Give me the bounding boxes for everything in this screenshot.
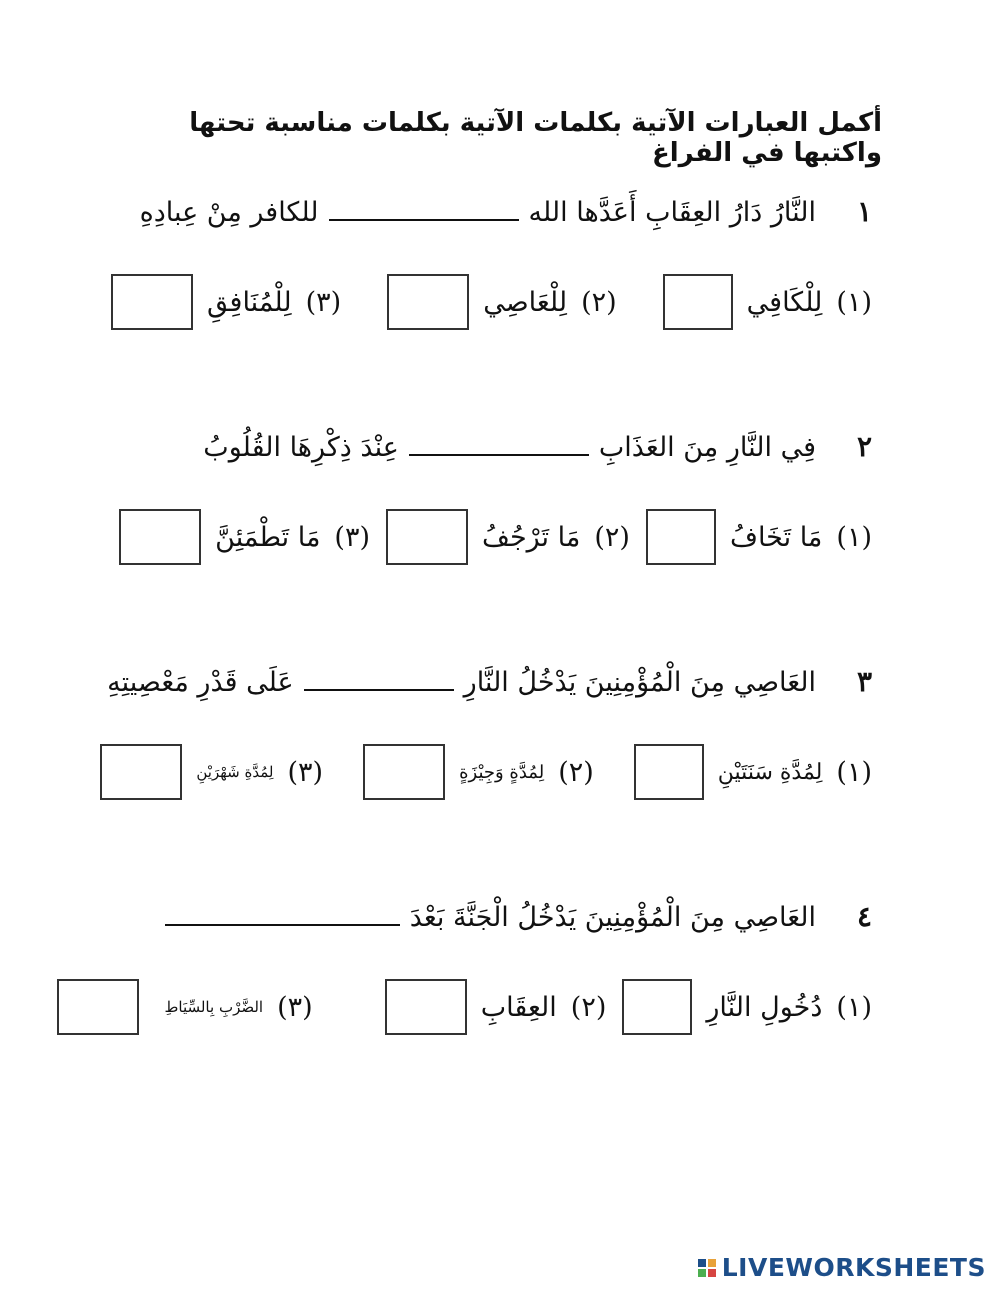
option-1 (634, 744, 872, 800)
question-number: ٢ (856, 430, 872, 463)
option-2 (386, 509, 630, 565)
answer-box[interactable] (663, 274, 733, 330)
question-line (132, 430, 872, 463)
answer-box[interactable] (385, 979, 467, 1035)
option-2 (385, 979, 607, 1035)
worksheet-title: أكمل العبارات الآتية بكلمات الآتية بكلمات مناسبة تحتها واكتبها في الفراغ (189, 108, 882, 168)
question-text-before: النَّارُ دَارُ العِقَابِ أَعَدَّها الله (528, 197, 816, 228)
option-3 (57, 979, 313, 1035)
answer-box[interactable] (386, 509, 468, 565)
option-number: (٢) (594, 521, 630, 553)
option-text: لِلْمُنَافِقِ (207, 286, 292, 318)
question-line (107, 665, 872, 698)
option-text: دُخُولِ النَّارِ (706, 991, 823, 1023)
option-number: (٣) (305, 286, 342, 318)
liveworksheets-logo (698, 1253, 986, 1282)
option-number: (٢) (558, 756, 594, 788)
option-2 (363, 744, 594, 800)
answer-box[interactable] (57, 979, 139, 1035)
option-1 (622, 979, 872, 1035)
option-2 (387, 274, 616, 330)
option-text: لِمُدَّةِ شَهْرَيْنِ (196, 763, 274, 781)
option-text: لِلْعَاصِي (483, 286, 568, 318)
option-number: (٣) (277, 991, 313, 1023)
question-number: ١ (856, 195, 872, 228)
option-text: مَا تَطْمَئِنَّ (215, 521, 321, 553)
question-number: ٤ (856, 900, 872, 933)
option-text: مَا تَخَافُ (729, 521, 823, 553)
question-3 (107, 665, 872, 698)
options-row-1 (92, 272, 872, 332)
question-text-before: العَاصِي مِنَ الْمُؤْمِنِينَ يَدْخُلُ الْجَنَّةَ بَعْدَ (409, 902, 816, 933)
option-text: لِمُدَّةٍ وَجِيْزَةٍ (459, 761, 545, 783)
answer-box[interactable] (646, 509, 716, 565)
question-text-before: فِي النَّارِ مِنَ العَذَابِ (598, 432, 816, 463)
question-number: ٣ (856, 665, 872, 698)
answer-box[interactable] (634, 744, 704, 800)
options-row-3 (92, 742, 872, 802)
option-1 (646, 509, 872, 565)
option-number: (١) (836, 991, 872, 1023)
option-number: (١) (836, 521, 872, 553)
option-text: لِمُدَّةِ سَنَتَيْنِ (717, 759, 823, 785)
question-text-after: للكافر مِنْ عِبادِهِ (139, 197, 319, 228)
answer-box[interactable] (387, 274, 469, 330)
question-line (132, 195, 872, 228)
option-1 (663, 274, 872, 330)
question-2 (132, 430, 872, 463)
option-number: (٣) (287, 756, 324, 788)
answer-blank[interactable] (165, 920, 400, 926)
question-text-after: عِنْدَ ذِكْرِهَا القُلُوبُ (203, 432, 399, 463)
option-text: العِقَابِ (480, 991, 557, 1023)
question-text-before: العَاصِي مِنَ الْمُؤْمِنِينَ يَدْخُلُ النَّارِ (463, 667, 816, 698)
option-text: لِلْكَافِي (746, 286, 823, 318)
question-line (132, 900, 872, 933)
option-number: (١) (836, 756, 872, 788)
option-number: (١) (836, 286, 872, 318)
options-row-2 (92, 507, 872, 567)
answer-box[interactable] (100, 744, 182, 800)
brand-icon (698, 1259, 716, 1277)
answer-blank[interactable] (329, 215, 519, 221)
option-text: الضَّرْبِ بِالسِّيَاطِ (164, 998, 264, 1016)
answer-blank[interactable] (304, 685, 454, 691)
option-number: (٢) (581, 286, 617, 318)
option-3 (100, 744, 323, 800)
question-4 (132, 900, 872, 933)
answer-box[interactable] (119, 509, 201, 565)
question-text-after: عَلَى قَدْرِ مَعْصِيتِهِ (107, 667, 294, 698)
options-row-4 (92, 977, 872, 1037)
answer-box[interactable] (363, 744, 445, 800)
answer-box[interactable] (111, 274, 193, 330)
option-text: مَا تَرْجُفُ (482, 521, 581, 553)
option-number: (٣) (334, 521, 371, 553)
option-3 (119, 509, 370, 565)
answer-box[interactable] (622, 979, 692, 1035)
question-1 (132, 195, 872, 228)
answer-blank[interactable] (409, 450, 589, 456)
option-number: (٢) (570, 991, 607, 1023)
option-3 (111, 274, 341, 330)
brand-name: LIVEWORKSHEETS (721, 1253, 986, 1282)
